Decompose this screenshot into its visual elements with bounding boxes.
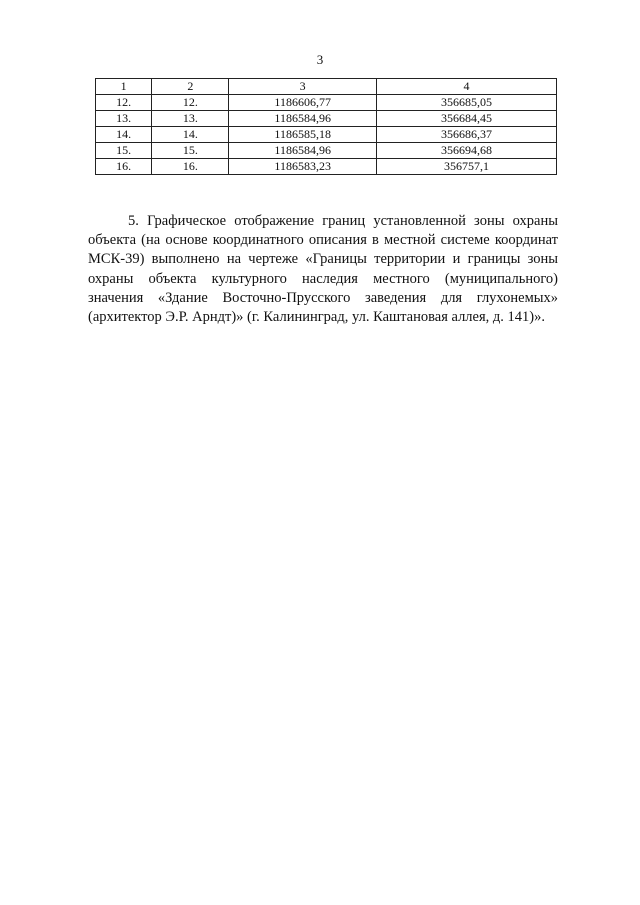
table-cell: 16. — [152, 159, 229, 175]
table-header-row — [96, 79, 557, 95]
table-header-cell: 1 — [96, 79, 152, 95]
table-cell: 1186606,77 — [229, 95, 377, 111]
table-cell: 12. — [152, 95, 229, 111]
table-cell: 356694,68 — [376, 143, 556, 159]
body-paragraph: 5. Графическое отображение границ установленной зоны охраны объекта (на основе координатного описания в местной системе координат МСК-39) выполнено на чертеже «Границы территории и границы зоны охраны объекта культурного наследия местного (муниципального) значения «Здание Восточно-Прусского заведения для глухонемых» (архитектор Э.Р. Арндт)» (г. Калининград, ул. Каштановая аллея, д. 141)». — [88, 213, 558, 326]
table-header-cell: 3 — [229, 79, 377, 95]
table-cell: 1186584,96 — [229, 111, 377, 127]
table-header-cell: 4 — [376, 79, 556, 95]
table-cell: 12. — [96, 95, 152, 111]
table-header-cell: 2 — [152, 79, 229, 95]
table-cell: 1186583,23 — [229, 159, 377, 175]
coordinates-table — [95, 78, 557, 175]
table-cell: 14. — [152, 127, 229, 143]
table-cell: 13. — [152, 111, 229, 127]
table-cell: 356684,45 — [376, 111, 556, 127]
table-cell: 15. — [96, 143, 152, 159]
table-cell: 1186584,96 — [229, 143, 377, 159]
table-cell: 356685,05 — [376, 95, 556, 111]
table-cell: 13. — [96, 111, 152, 127]
table-cell: 16. — [96, 159, 152, 175]
table-cell: 356686,37 — [376, 127, 556, 143]
table-cell: 356757,1 — [376, 159, 556, 175]
table-cell: 15. — [152, 143, 229, 159]
table-row — [96, 95, 557, 111]
page-number: 3 — [316, 52, 324, 67]
table-row — [96, 159, 557, 175]
table-cell: 14. — [96, 127, 152, 143]
table-row — [96, 111, 557, 127]
table-row — [96, 143, 557, 159]
table-cell: 1186585,18 — [229, 127, 377, 143]
table-row — [96, 127, 557, 143]
